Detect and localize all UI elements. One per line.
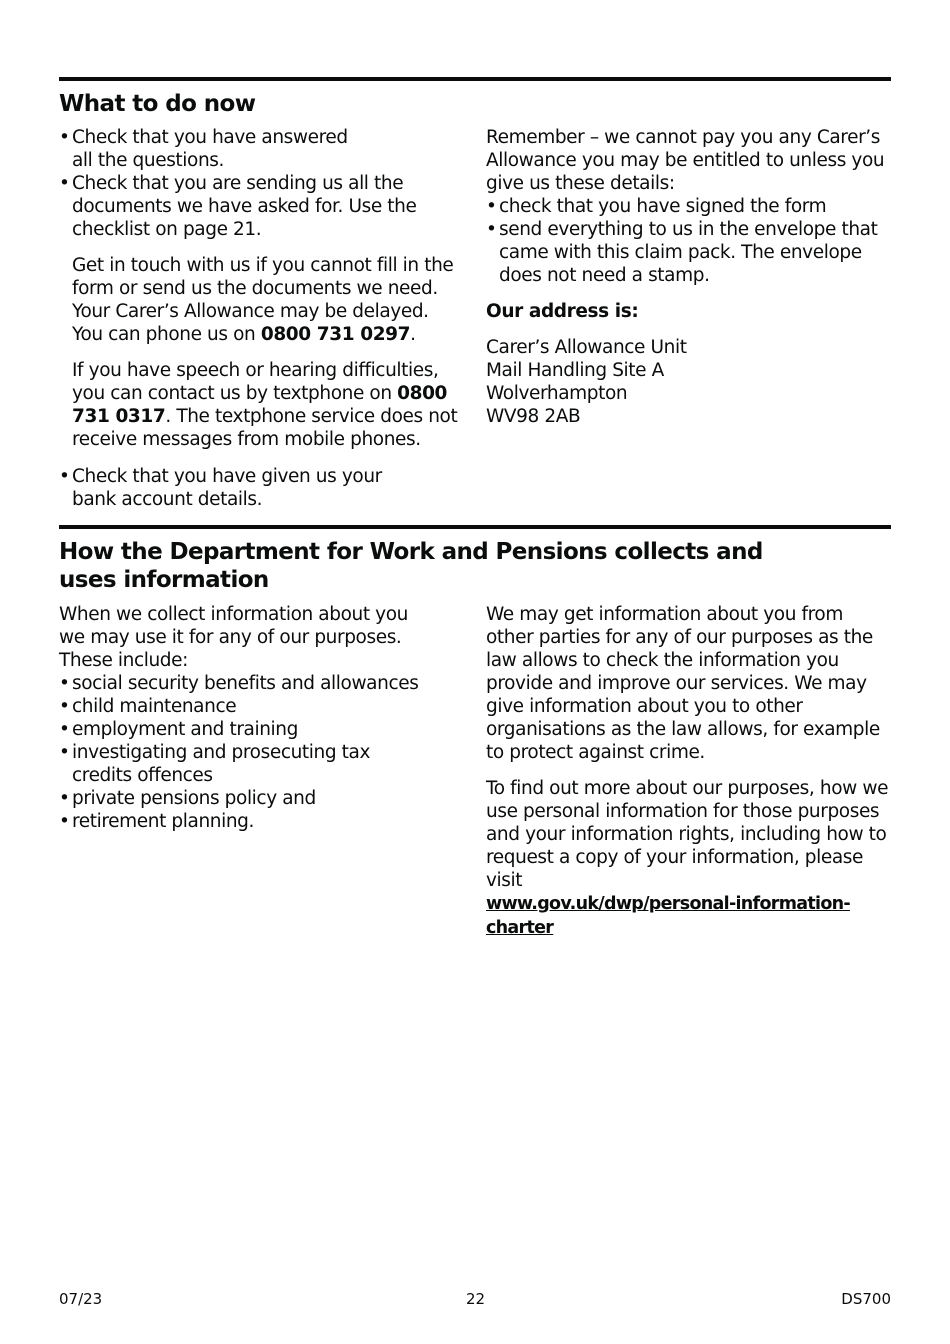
what-to-do-left-column <box>59 126 459 511</box>
list-item: • Check that you have given us your bank account details. <box>59 465 422 511</box>
data-sharing-paragraph: We may get information about you from other parties for any of our purposes as the law allows to check the information you provide and improve our services. We may give information about you to other organisations as the law allows, for example to protect against crime. <box>486 604 880 763</box>
what-to-do-right-column <box>486 126 896 428</box>
textphone-paragraph <box>59 359 459 451</box>
personal-information-charter-link[interactable]: www.gov.uk/dwp/personal-information-charter <box>486 894 850 938</box>
phone-number: 0800 731 0297 <box>260 324 411 345</box>
list-item: • private pensions policy and <box>59 787 459 810</box>
address-heading-text: Our address is: <box>486 301 639 322</box>
list-item: • investigating and prosecuting tax credits offences <box>59 741 372 787</box>
section-heading-what-to-do-now: What to do now <box>59 91 256 117</box>
contact-text: Get in touch with us if you cannot fill in the form or send us the documents we need. Your Carer’s Allowance may be delayed. You can phone us on <box>72 255 454 345</box>
contact-paragraph <box>59 254 459 346</box>
checklist-bullets <box>59 126 459 241</box>
reminder-text: Remember – we cannot pay you any Carer’s Allowance you may be entitled to unless you give us these details: <box>486 127 885 194</box>
address-line: Wolverhampton <box>486 383 628 404</box>
reminder-block <box>486 126 896 287</box>
section-heading-dwp-information <box>59 538 763 594</box>
section-divider <box>59 525 891 529</box>
heading-line: uses information <box>59 567 269 593</box>
textphone-text-end: . The textphone service does not receive messages from mobile phones. <box>72 406 458 450</box>
list-item: • employment and training <box>59 718 459 741</box>
footer-form-code: DS700 <box>841 1290 891 1308</box>
footer-page-number: 22 <box>466 1290 486 1308</box>
info-charter-paragraph <box>486 777 890 940</box>
footer-date: 07/23 <box>59 1290 103 1308</box>
address-line: WV98 2AB <box>486 406 581 427</box>
address-line: Carer’s Allowance Unit <box>486 337 687 358</box>
list-item: • Check that you are sending us all the documents we have asked for. Use the checklist on page 21. <box>59 172 422 241</box>
bank-details-bullet <box>59 465 459 511</box>
heading-line: How the Department for Work and Pensions collects and <box>59 539 763 565</box>
info-charter-text: To find out more about our purposes, how we use personal information for those purposes and your information rights, including how to request a copy of your information, please visit <box>486 778 889 891</box>
punctuation: . <box>410 324 416 345</box>
purposes-list <box>59 672 459 833</box>
list-item: • retirement planning. <box>59 810 459 833</box>
list-item: • Check that you have answered all the questions. <box>59 126 372 172</box>
list-item: • send everything to us in the envelope that came with this claim pack. The envelope does not need a stamp. <box>486 218 896 287</box>
dwp-right-column <box>486 603 896 953</box>
postal-address <box>486 336 896 428</box>
address-line: Mail Handling Site A <box>486 360 664 381</box>
reminder-intro <box>486 126 896 195</box>
list-item: • social security benefits and allowances <box>59 672 459 695</box>
address-heading <box>486 300 896 323</box>
dwp-left-column <box>59 603 459 833</box>
list-item: • child maintenance <box>59 695 459 718</box>
list-item: • check that you have signed the form <box>486 195 896 218</box>
textphone-text: If you have speech or hearing difficulties, you can contact us by textphone on <box>72 360 439 404</box>
textphone-number: 0800 731 0317 <box>72 383 448 427</box>
section-divider <box>59 77 891 81</box>
purposes-intro: When we collect information about you we may use it for any of our purposes. These include: <box>59 604 408 671</box>
